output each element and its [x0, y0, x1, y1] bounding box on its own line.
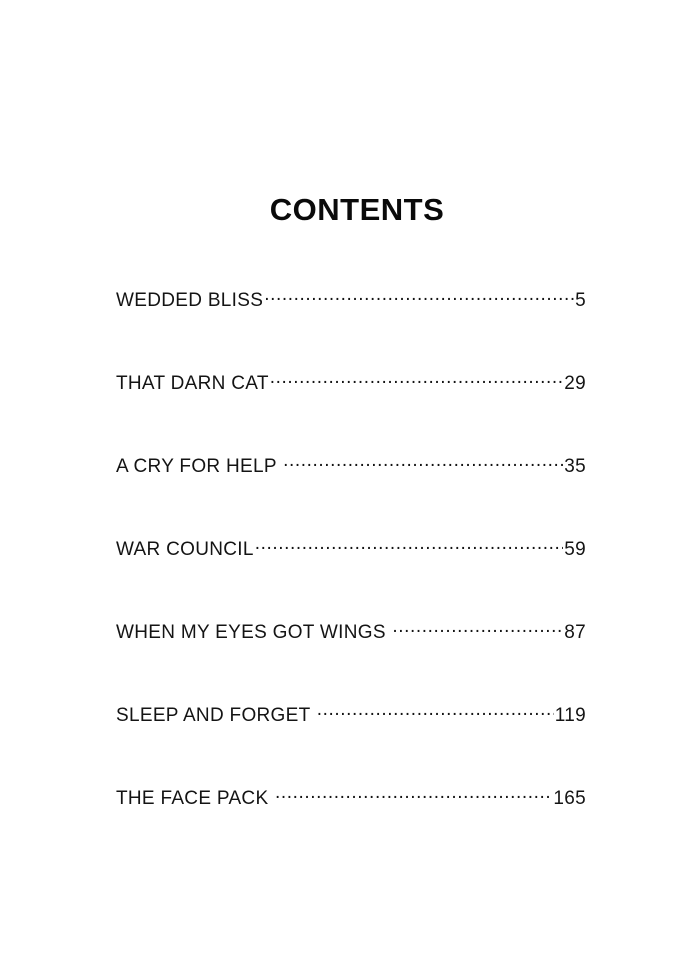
toc-entry-title: A CRY FOR HELP: [116, 456, 283, 477]
dot-leader: [392, 619, 563, 638]
toc-entry: [116, 287, 586, 370]
toc-entry-page: 87: [564, 622, 586, 643]
dot-leader: [317, 702, 554, 721]
contents-heading: CONTENTS: [269, 192, 445, 227]
toc-entry-title: WHEN MY EYES GOT WINGS: [116, 622, 392, 643]
dot-leader: [275, 785, 552, 804]
toc-entry-page: 119: [554, 705, 586, 726]
dot-leader: [255, 536, 564, 555]
toc-entry-page: 29: [564, 373, 586, 394]
toc-entry: [116, 619, 586, 702]
toc-entry-title: WEDDED BLISS: [116, 290, 264, 311]
dot-leader: [283, 453, 563, 472]
toc-entry: [116, 453, 586, 536]
toc-entry: [116, 702, 586, 785]
toc-entry-page: 5: [575, 290, 586, 311]
table-of-contents: [116, 287, 586, 868]
toc-entry: [116, 536, 586, 619]
toc-entry: [116, 370, 586, 453]
toc-entry-title: THAT DARN CAT: [116, 373, 269, 394]
toc-entry-title: WAR COUNCIL: [116, 539, 254, 560]
toc-entry-page: 35: [564, 456, 586, 477]
toc-entry-page: 59: [564, 539, 586, 560]
toc-entry-title: SLEEP AND FORGET: [116, 705, 316, 726]
toc-entry-page: 165: [553, 788, 586, 809]
toc-entry-title: THE FACE PACK: [116, 788, 274, 809]
dot-leader: [270, 370, 564, 389]
dot-leader: [264, 287, 574, 306]
toc-entry: [116, 785, 586, 868]
